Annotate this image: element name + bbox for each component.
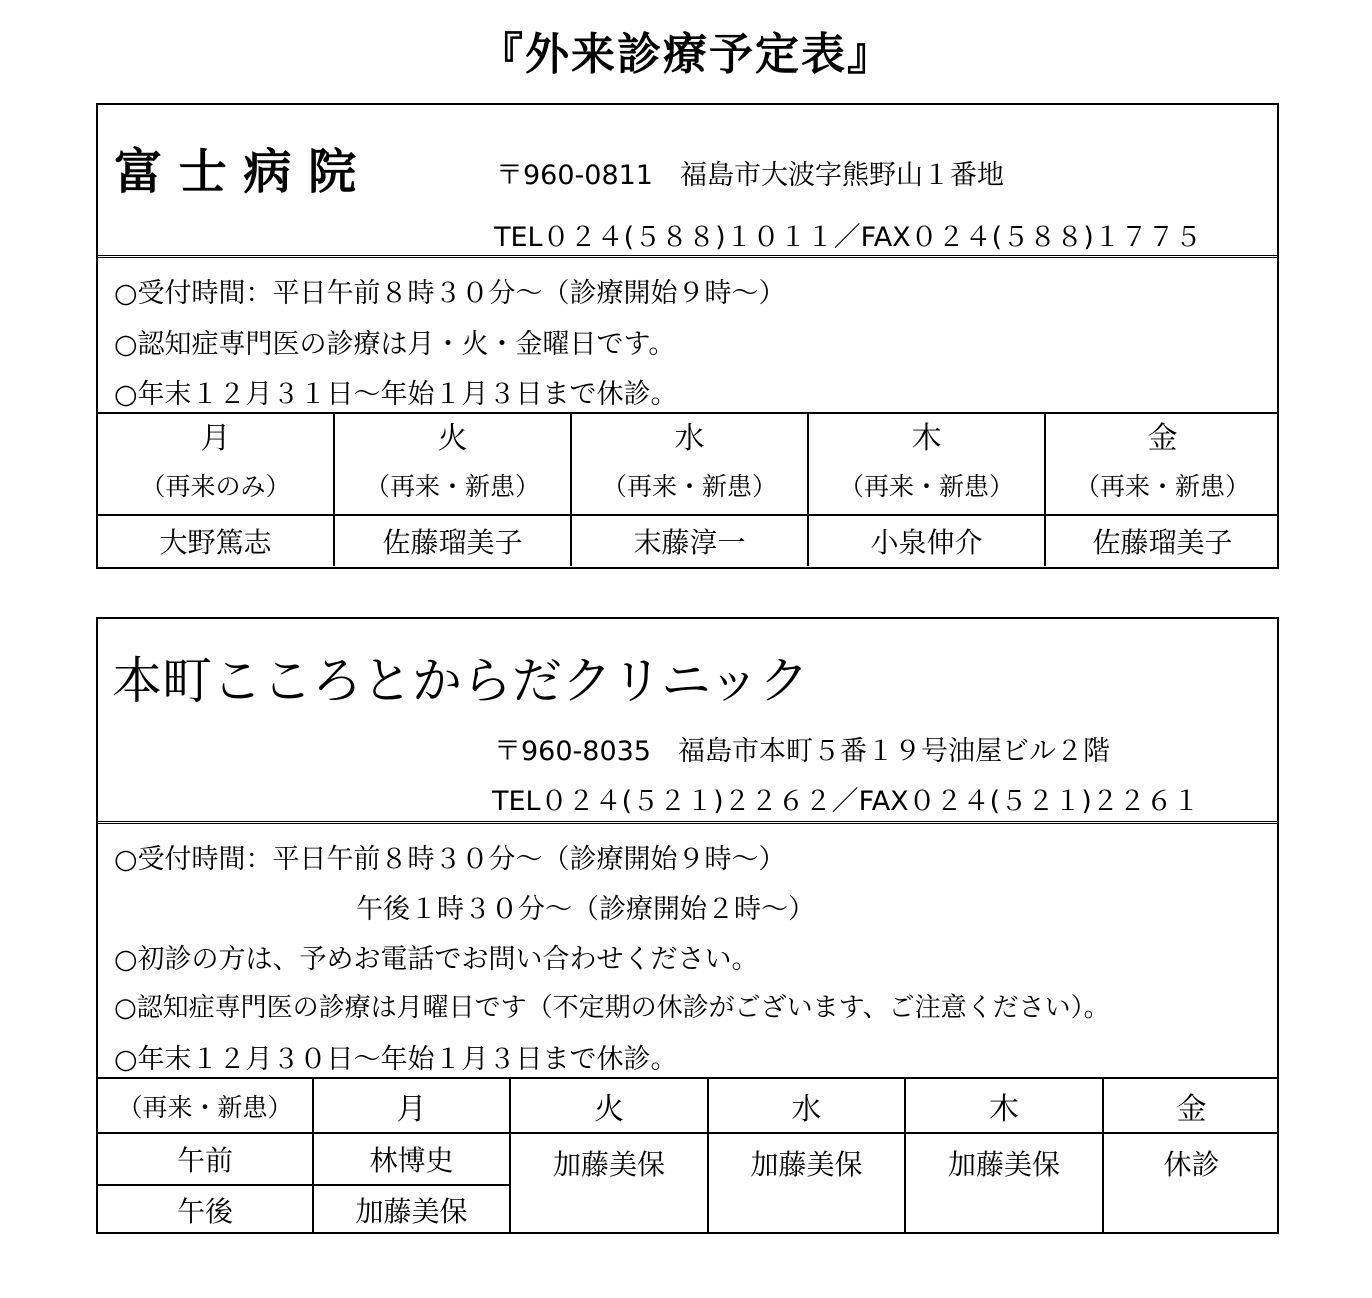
visit-type: （再来・新患） bbox=[1074, 472, 1250, 501]
page-title: 『外来診療予定表』 bbox=[479, 29, 893, 80]
hospital2-mon-pm: 加藤美保 bbox=[313, 1185, 510, 1233]
hospital2-tel: TEL０２４(５２１)２２６２／FAX０２４(５２１)２２６１ bbox=[492, 786, 1200, 817]
am-label: 午前 bbox=[98, 1133, 313, 1185]
day-label: 火 bbox=[437, 421, 468, 456]
hospital1-note-2: ○認知症専門医の診療は月・火・金曜日です。 bbox=[114, 329, 676, 360]
hospital2-day-wed: 水 bbox=[708, 1078, 905, 1133]
hospital2-day-tue: 火 bbox=[510, 1078, 708, 1133]
hospital1-day-thu bbox=[808, 413, 1045, 515]
hospital1-note-1: ○受付時間：平日午前８時３０分～（診療開始９時～） bbox=[114, 278, 786, 309]
hospital2-day-thu: 木 bbox=[905, 1078, 1103, 1133]
day-label: 木 bbox=[911, 421, 942, 456]
hospital1-card bbox=[96, 103, 1279, 569]
hospital2-note-3: ○認知症専門医の診療は月曜日です（不定期の休診がございます、ご注意ください）。 bbox=[114, 993, 1110, 1023]
schedule-corner: （再来・新患） bbox=[98, 1078, 313, 1133]
day-label: 水 bbox=[674, 421, 705, 456]
hospital1-doctor-mon: 大野篤志 bbox=[98, 515, 334, 566]
hospital2-day-fri: 金 bbox=[1103, 1078, 1279, 1133]
divider bbox=[98, 821, 1277, 824]
hospital2-name: 本町こころとからだクリニック bbox=[112, 652, 809, 710]
pm-label: 午後 bbox=[98, 1185, 313, 1233]
visit-type: （再来・新患） bbox=[838, 472, 1014, 501]
hospital2-mon-am: 林博史 bbox=[313, 1133, 510, 1185]
hospital2-note-1: ○受付時間：平日午前８時３０分～（診療開始９時～） bbox=[114, 844, 786, 875]
hospital1-day-tue bbox=[334, 413, 571, 515]
visit-type: （再来・新患） bbox=[601, 472, 777, 501]
divider bbox=[98, 255, 1277, 258]
hospital1-day-wed bbox=[571, 413, 808, 515]
hospital1-doctor-tue: 佐藤瑠美子 bbox=[334, 515, 571, 566]
visit-type: （再来のみ） bbox=[140, 472, 291, 501]
hospital1-name: 富 士 病 院 bbox=[114, 144, 357, 200]
hospital2-tue: 加藤美保 bbox=[510, 1133, 708, 1233]
hospital1-day-fri bbox=[1045, 413, 1279, 515]
hospital2-thu: 加藤美保 bbox=[905, 1133, 1103, 1233]
hospital1-day-mon bbox=[98, 413, 334, 515]
hospital1-doctor-fri: 佐藤瑠美子 bbox=[1045, 515, 1279, 566]
hospital2-address: 〒960-8035 福島市本町５番１９号油屋ビル２階 bbox=[494, 736, 1110, 767]
visit-type: （再来・新患） bbox=[364, 472, 540, 501]
hospital2-note-1b: 午後１時３０分～（診療開始２時～） bbox=[356, 894, 815, 925]
hospital2-wed: 加藤美保 bbox=[708, 1133, 905, 1233]
hospital1-address: 〒960-0811 福島市大波字熊野山１番地 bbox=[496, 160, 1004, 191]
hospital1-note-3: ○年末１２月３１日～年始１月３日まで休診。 bbox=[114, 379, 678, 410]
hospital1-doctor-thu: 小泉伸介 bbox=[808, 515, 1045, 566]
hospital1-schedule-table bbox=[98, 412, 1279, 566]
day-label: 月 bbox=[200, 421, 231, 456]
hospital1-doctor-wed: 末藤淳一 bbox=[571, 515, 808, 566]
hospital1-tel: TEL０２４(５８８)１０１１／FAX０２４(５８８)１７７５ bbox=[494, 222, 1202, 253]
hospital2-schedule-table bbox=[98, 1077, 1279, 1233]
day-label: 金 bbox=[1147, 421, 1178, 456]
hospital2-note-2: ○初診の方は、予めお電話でお問い合わせください。 bbox=[114, 944, 759, 975]
hospital2-note-4: ○年末１２月３０日～年始１月３日まで休診。 bbox=[114, 1044, 678, 1075]
hospital2-day-mon: 月 bbox=[313, 1078, 510, 1133]
hospital2-card bbox=[96, 617, 1279, 1234]
hospital2-fri: 休診 bbox=[1103, 1133, 1279, 1233]
